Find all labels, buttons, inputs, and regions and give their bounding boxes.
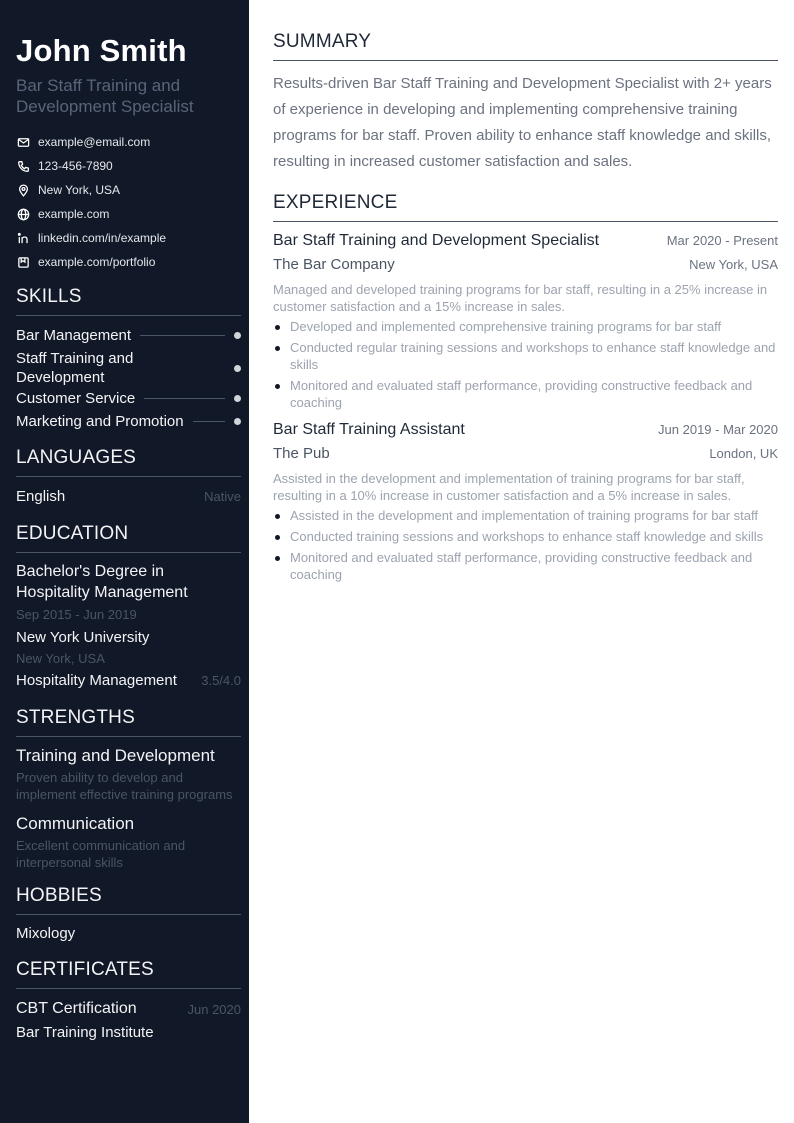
candidate-name: John Smith: [16, 33, 187, 68]
certificate-name: CBT Certification: [16, 1000, 137, 1017]
contact-list: [16, 130, 241, 274]
education-degree: Bachelor's Degree in Hospitality Management: [16, 563, 188, 601]
contact-linkedin-text: linkedin.com/in/example: [38, 231, 167, 245]
summary-heading: SUMMARY: [273, 30, 778, 61]
skills-section: [16, 286, 241, 433]
skill-divider: [140, 335, 225, 336]
location-icon: [16, 183, 30, 197]
job-bullet: Conducted regular training sessions and workshops to enhance staff knowledge and skills: [273, 339, 778, 373]
contact-email[interactable]: [16, 130, 241, 154]
skill-level-dot: [234, 332, 241, 339]
certificate-row: [16, 997, 241, 1021]
job-entry: [273, 232, 778, 411]
contact-website-text: example.com: [38, 207, 110, 221]
job-company: The Pub: [273, 445, 330, 462]
hobbies-section: [16, 885, 241, 945]
contact-linkedin[interactable]: [16, 226, 241, 250]
strength-description: Excellent communication and interpersonal skills: [16, 838, 186, 870]
job-subheader: [273, 445, 778, 469]
education-location: New York, USA: [16, 651, 105, 666]
strength-title: Communication: [16, 814, 135, 833]
education-dates: Sep 2015 - Jun 2019: [16, 607, 137, 622]
job-title: Bar Staff Training and Development Specialist: [273, 232, 600, 249]
contact-phone[interactable]: [16, 154, 241, 178]
certificates-heading: CERTIFICATES: [16, 959, 241, 989]
skill-level-dot: [234, 395, 241, 402]
strengths-section: [16, 707, 241, 871]
portfolio-icon: [16, 255, 30, 269]
job-location: New York, USA: [689, 257, 778, 272]
job-bullet: Monitored and evaluated staff performance, providing constructive feedback and coaching: [273, 549, 778, 583]
job-location: London, UK: [709, 446, 778, 461]
skill-item: [16, 349, 241, 387]
language-level: Native: [204, 488, 241, 504]
contact-portfolio[interactable]: [16, 250, 241, 274]
strength-title: Training and Development: [16, 746, 215, 765]
globe-icon: [16, 207, 30, 221]
education-field-row: [16, 669, 241, 691]
summary-text: Results-driven Bar Staff Training and Development Specialist with 2+ years of experience in developing and implementing comprehensive training programs for bar staff. Proven ability to enhance staff knowledge and skills, resulting in increased customer satisfaction and sales.: [273, 75, 772, 170]
skill-label: Customer Service: [16, 390, 136, 407]
certificate-date: Jun 2020: [187, 1001, 241, 1017]
job-company: The Bar Company: [273, 256, 395, 273]
sidebar: [0, 0, 249, 1123]
languages-heading: LANGUAGES: [16, 447, 241, 477]
job-dates: Jun 2019 - Mar 2020: [658, 422, 778, 437]
education-field: Hospitality Management: [16, 671, 177, 689]
job-entry: [273, 421, 778, 583]
job-header: [273, 232, 778, 256]
experience-section: [273, 191, 778, 583]
job-header: [273, 421, 778, 445]
phone-icon: [16, 159, 30, 173]
skill-item: [16, 324, 241, 347]
contact-phone-text: 123-456-7890: [38, 159, 113, 173]
skill-divider: [144, 398, 225, 399]
certificate-issuer: Bar Training Institute: [16, 1024, 154, 1041]
job-bullet: Monitored and evaluated staff performance, providing constructive feedback and coaching: [273, 377, 778, 411]
main-content: [273, 30, 778, 593]
job-bullets: [273, 507, 778, 583]
job-description: Managed and developed training programs for bar staff, resulting in a 25% increase in customer satisfaction and a 15% increase in sales.: [273, 282, 768, 314]
certificates-section: [16, 959, 241, 1045]
candidate-title: Bar Staff Training and Development Specialist: [16, 76, 194, 116]
hobbies-heading: HOBBIES: [16, 885, 241, 915]
language-item: [16, 485, 241, 507]
job-dates: Mar 2020 - Present: [666, 233, 778, 248]
linkedin-icon: [16, 231, 30, 245]
education-gpa: 3.5/4.0: [201, 672, 241, 688]
skill-item: [16, 410, 241, 433]
job-bullet: Conducted training sessions and workshops to enhance staff knowledge and skills: [273, 528, 778, 545]
skill-level-dot: [234, 365, 241, 372]
strengths-heading: STRENGTHS: [16, 707, 241, 737]
skill-label: Bar Management: [16, 327, 132, 344]
skills-heading: SKILLS: [16, 286, 241, 316]
education-heading: EDUCATION: [16, 523, 241, 553]
languages-section: [16, 447, 241, 507]
experience-heading: EXPERIENCE: [273, 191, 778, 222]
mail-icon: [16, 135, 30, 149]
language-name: English: [16, 487, 66, 505]
job-bullets: [273, 318, 778, 411]
education-section: [16, 523, 241, 691]
skill-divider: [193, 421, 225, 422]
contact-email-text: example@email.com: [38, 135, 151, 149]
job-subheader: [273, 256, 778, 280]
skill-label: Marketing and Promotion: [16, 413, 184, 430]
hobby-item: Mixology: [16, 925, 76, 942]
contact-website[interactable]: [16, 202, 241, 226]
job-title: Bar Staff Training Assistant: [273, 421, 465, 438]
skill-level-dot: [234, 418, 241, 425]
job-description: Assisted in the development and implementation of training programs for bar staff, resulting in a 10% increase in customer satisfaction and a 5% increase in sales.: [273, 471, 745, 503]
skill-item: [16, 387, 241, 410]
summary-section: [273, 30, 778, 175]
strength-description: Proven ability to develop and implement effective training programs: [16, 770, 233, 802]
job-bullet: Assisted in the development and implementation of training programs for bar staff: [273, 507, 778, 524]
education-school: New York University: [16, 629, 150, 646]
skill-label: Staff Training and Development: [16, 350, 134, 386]
job-bullet: Developed and implemented comprehensive training programs for bar staff: [273, 318, 778, 335]
contact-portfolio-text: example.com/portfolio: [38, 255, 156, 269]
contact-location-text: New York, USA: [38, 183, 121, 197]
contact-location: [16, 178, 241, 202]
